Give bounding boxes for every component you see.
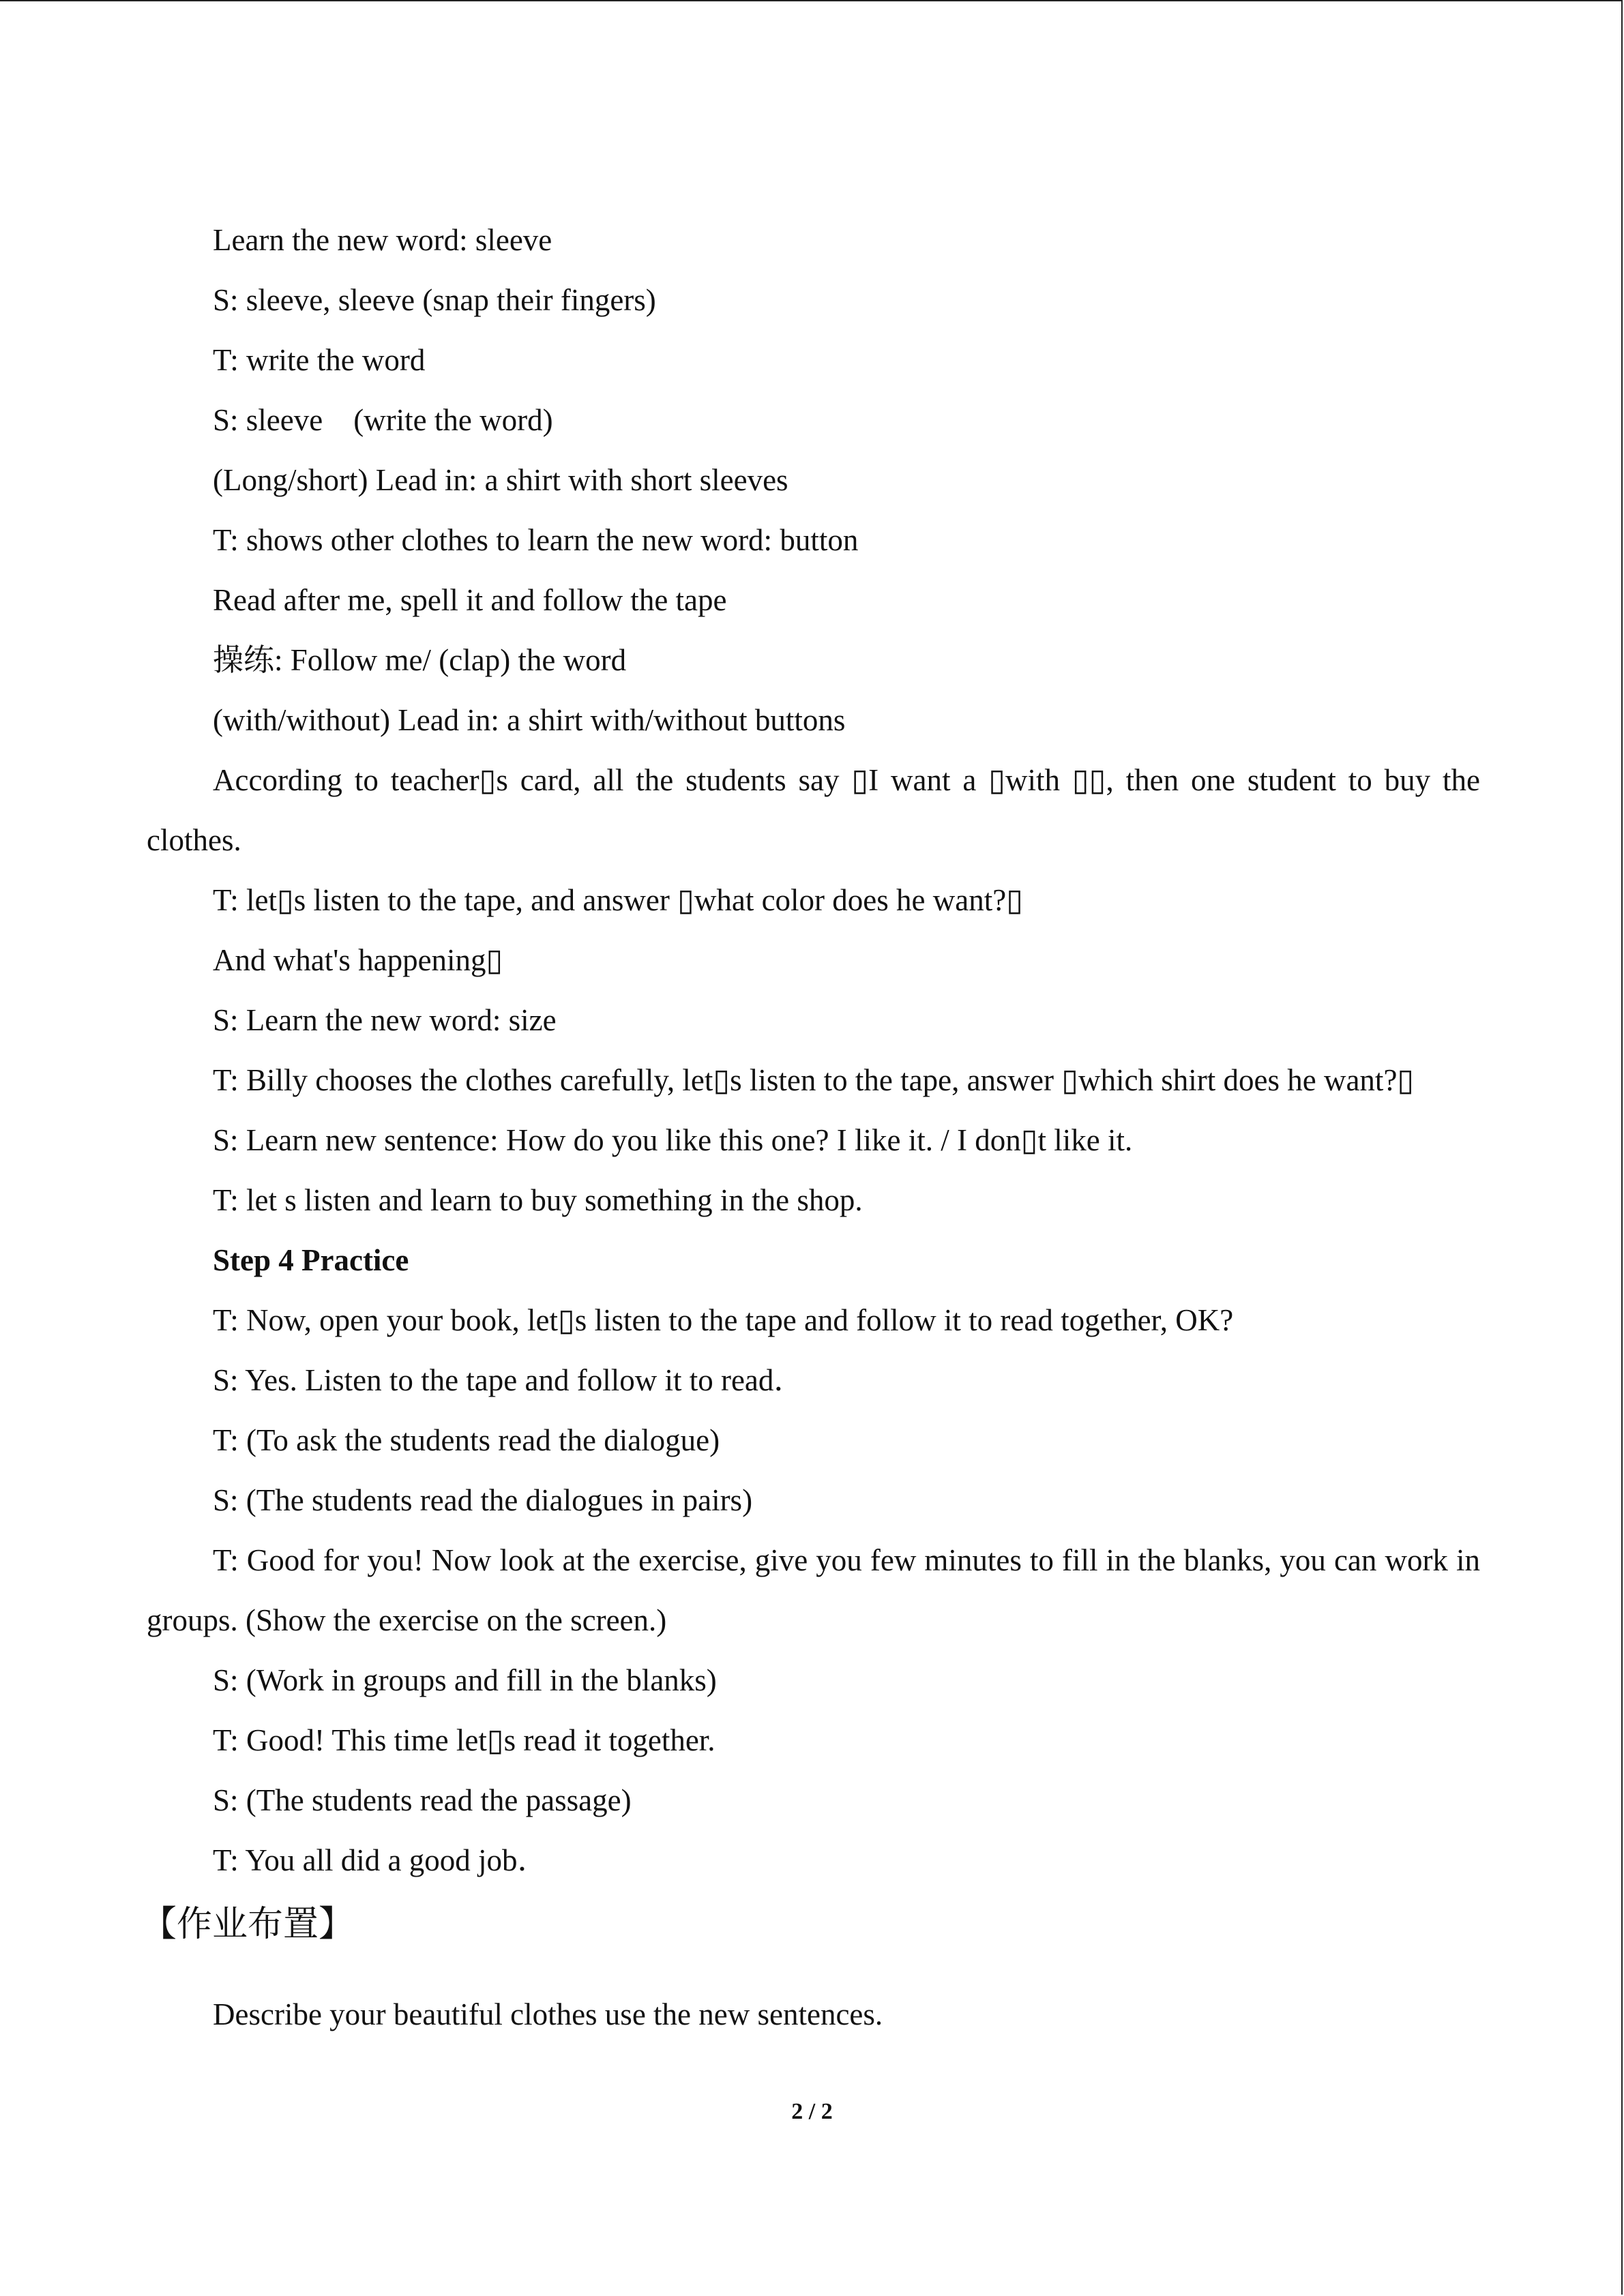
text-line: T: let▯s listen to the tape, and answer ▯what color does he want?▯: [213, 883, 1023, 917]
text-line: S: (The students read the dialogues in pairs): [213, 1483, 753, 1517]
text-line: And what's happening▯: [213, 943, 503, 977]
text-line: S: (The students read the passage): [213, 1783, 632, 1817]
text-line: S: Learn new sentence: How do you like this one? I like it. / I don▯t like it.: [213, 1123, 1133, 1157]
text-line: 操练: Follow me/ (clap) the word: [213, 643, 627, 677]
text-line: T: Good! This time let▯s read it together.: [213, 1723, 715, 1757]
text-line: T: shows other clothes to learn the new word: button: [213, 523, 859, 557]
text-line: (Long/short) Lead in: a shirt with short sleeves: [213, 463, 788, 497]
document-body: [141, 210, 1480, 2044]
text-line: (with/without) Lead in: a shirt with/without buttons: [213, 703, 846, 737]
text-line: S: Learn the new word: size: [213, 1003, 557, 1037]
homework-text: Describe your beautiful clothes use the new sentences.: [213, 1997, 883, 2031]
text-line: T: You all did a good job．: [213, 1843, 548, 1877]
paragraph-card: According to teacher▯s card, all the students say ▯I want a ▯with ▯▯, then one student to buy the clothes.: [147, 763, 1480, 857]
text-line: T: let s listen and learn to buy something in the shop.: [213, 1183, 863, 1217]
text-line: S: Yes. Listen to the tape and follow it to read．: [213, 1363, 805, 1397]
page-number: 2 / 2: [791, 2099, 833, 2124]
text-line: Read after me, spell it and follow the tape: [213, 583, 727, 617]
homework-heading: 【作业布置】: [141, 1904, 355, 1945]
text-line: S: sleeve (write the word): [213, 403, 553, 437]
text-line: S: (Work in groups and fill in the blanks): [213, 1663, 717, 1697]
text-line: Learn the new word: sleeve: [213, 223, 552, 257]
text-line: T: Billy chooses the clothes carefully, let▯s listen to the tape, answer ▯which shirt does he want?▯: [213, 1063, 1415, 1097]
paragraph-exercise: T: Good for you! Now look at the exercise, give you few minutes to fill in the blanks, you can work in groups. (Show the exercise on the screen.): [147, 1543, 1480, 1637]
text-line: T: Now, open your book, let▯s listen to the tape and follow it to read together, OK?: [213, 1303, 1234, 1337]
text-line: T: write the word: [213, 343, 426, 377]
text-line: T: (To ask the students read the dialogue): [213, 1423, 720, 1457]
step4-title: Step 4 Practice: [213, 1243, 409, 1277]
text-line: S: sleeve, sleeve (snap their fingers): [213, 283, 656, 317]
